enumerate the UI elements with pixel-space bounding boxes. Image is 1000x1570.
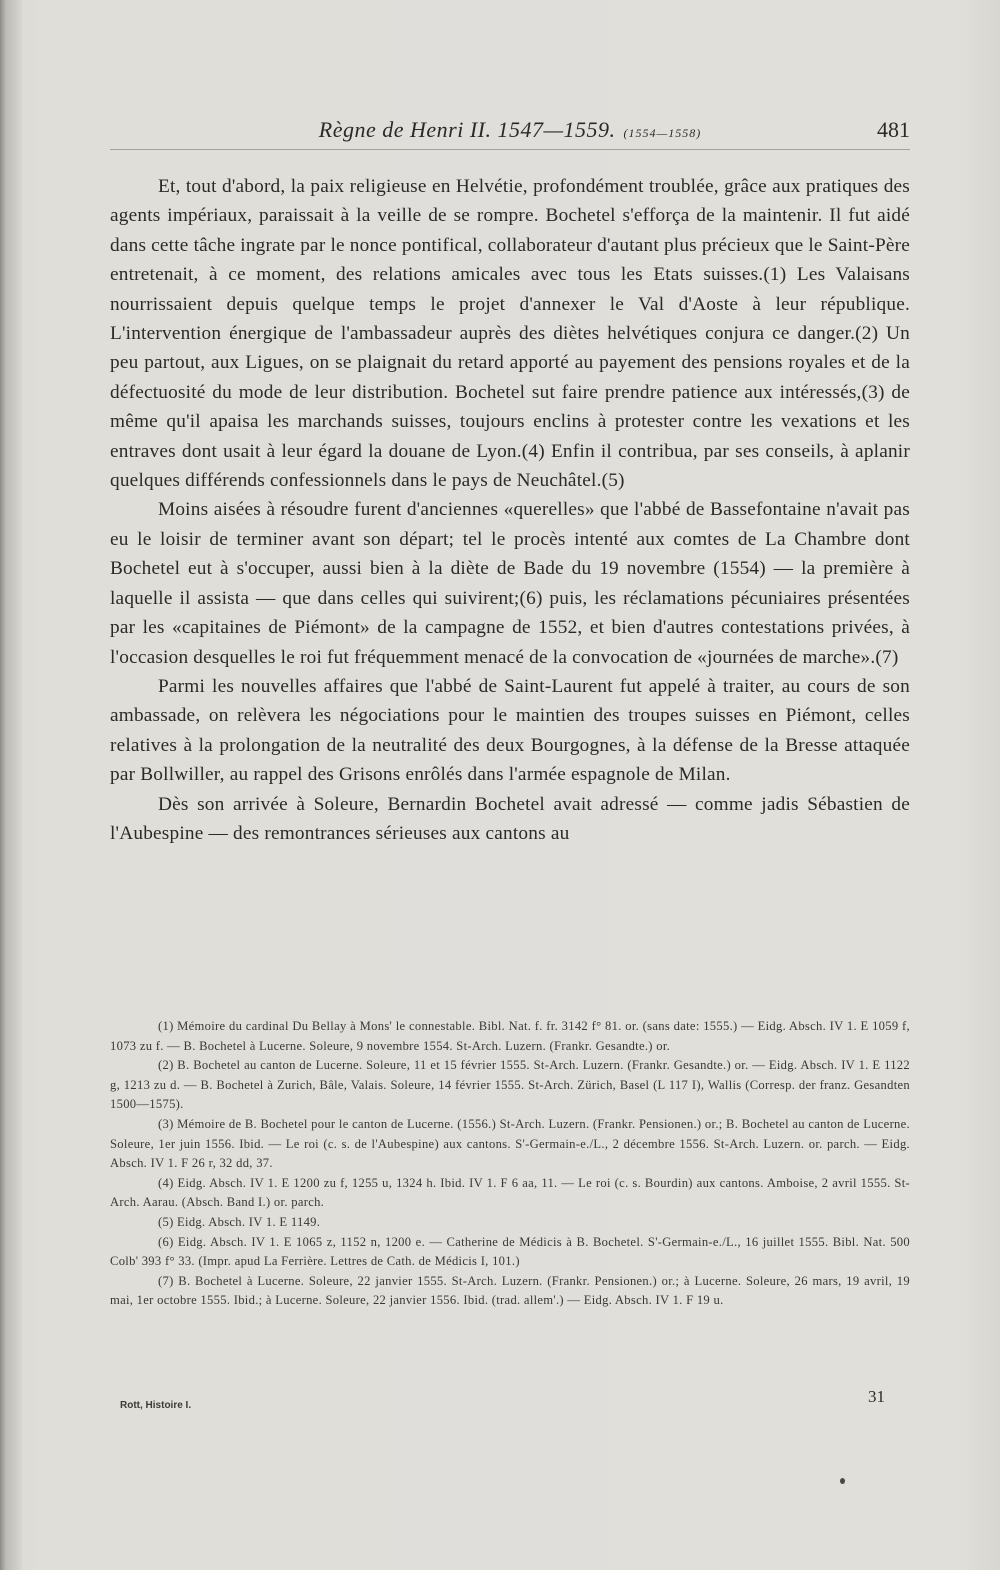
header-rule — [110, 149, 910, 150]
footnote: (4) Eidg. Absch. IV 1. E 1200 zu f, 1255 u, 1324 h. Ibid. IV 1. F 6 aa, 11. — Le roi (c. s. Bourdin) aux cantons. Amboise, 2 avril 1555. St-Arch. Aarau. (Absch. Band I.) or. parch. — [110, 1175, 910, 1210]
footnote: (3) Mémoire de B. Bochetel pour le canton de Lucerne. (1556.) St-Arch. Luzern. (Frankr. Pensionen.) or.; B. Bochetel au canton de Lucerne. Soleure, 1er juin 1556. Ibid. — Le roi (c. s. de l'Aubespine) aux cantons. S'-Germain-e./L., 2 décembre 1556. St-Arch. Luzern. or. parch. — Eidg. Absch. IV 1. F 26 r, 32 dd, 37. — [110, 1116, 910, 1171]
book-spine-shadow — [0, 0, 22, 1570]
running-header — [110, 117, 910, 147]
paragraph: Parmi les nouvelles affaires que l'abbé de Saint-Laurent fut appelé à traiter, au cours de son ambassade, on relèvera les négociations pour le maintien des troupes suisses en Piémont, celles relatives à la prolongation de la neutralité des deux Bourgognes, à la défense de la Bresse attaquée par Bollwiller, au rappel des Grisons enrôlés dans l'armée espagnole de Milan. — [110, 675, 910, 786]
printer-signature-number: 31 — [868, 1387, 885, 1406]
running-title-range: (1554—1558) — [623, 126, 702, 140]
paragraph: Dès son arrivée à Soleure, Bernardin Bochetel avait adressé — comme jadis Sébastien de l'Aubespine — des remontrances sérieuses aux cantons au — [110, 793, 910, 844]
ink-speck — [840, 1478, 845, 1484]
footnote: (5) Eidg. Absch. IV 1. E 1149. — [158, 1214, 321, 1229]
running-title — [110, 117, 910, 143]
footnotes — [110, 1017, 910, 1311]
footnote: (2) B. Bochetel au canton de Lucerne. Soleure, 11 et 15 février 1555. St-Arch. Luzern. (Frankr. Gesandte.) or. — Eidg. Absch. IV 1. E 1122 g, 1213 zu d. — B. Bochetel à Zurich, Bâle, Valais. Soleure, 14 février 1555. St-Arch. Zürich, Basel (L 117 I), Wallis (Corresp. der franz. Gesandten 1500—1575). — [110, 1058, 910, 1112]
page-number: 481 — [877, 117, 910, 142]
footnote: (7) B. Bochetel à Lucerne. Soleure, 22 janvier 1555. St-Arch. Luzern. (Frankr. Pensionen.) or.; à Lucerne. Soleure, 26 mars, 19 avril, 19 mai, 1er octobre 1555. Ibid.; à Lucerne. Soleure, 22 janvier 1556. Ibid. (trad. allem'.) — Eidg. Absch. IV 1. F 19 u. — [110, 1273, 910, 1308]
running-title-text: Règne de Henri II. 1547—1559. — [318, 117, 616, 142]
paragraph: Et, tout d'abord, la paix religieuse en Helvétie, profondément troublée, grâce aux pratiques des agents impériaux, paraissait à la veille de se rompre. Bochetel s'efforça de la maintenir. Il fut aidé dans cette tâche ingrate par le nonce pontifical, collaborateur d'autant plus précieux que le Saint-Père entretenait, à ce moment, des relations amicales avec tous les Etats suisses.(1) Les Valaisans nourrissaient depuis quelque temps le projet d'annexer le Val d'Aoste à leur république. L'intervention énergique de l'ambassadeur auprès des diètes helvétiques conjura ce danger.(2) Un peu partout, aux Ligues, on se plaignait du retard apporté au payement des pensions royales et de la défectuosité du mode de leur distribution. Bochetel sut faire prendre patience aux intéressés,(3) de même qu'il apaisa les marchands suisses, toujours enclins à protester contre les vexations et les entraves dont usait à leur égard la douane de Lyon.(4) Enfin il contribua, par ses conseils, à aplanir quelques différends confessionnels dans le pays de Neuchâtel.(5) — [110, 176, 911, 492]
printer-signature-label: Rott, Histoire I. — [120, 1400, 192, 1411]
footnote: (1) Mémoire du cardinal Du Bellay à Mons' le connestable. Bibl. Nat. f. fr. 3142 f° 81. or. (sans date: 1555.) — Eidg. Absch. IV 1. E 1059 f, 1073 zu f. — B. Bochetel à Lucerne. Soleure, 9 novembre 1554. St-Arch. Luzern. (Frankr. Gesandte.) or. — [110, 1019, 910, 1053]
paragraph: Moins aisées à résoudre furent d'anciennes «querelles» que l'abbé de Bassefontaine n'avait pas eu le loisir de terminer avant son départ; tel le procès intenté aux comtes de La Chambre dont Bochetel eut à s'occuper, aussi bien à la diète de Bade du 19 novembre (1554) — la première à laquelle il assista — que dans celles qui suivirent;(6) puis, les réclamations pécuniaires présentées par les «capitaines de Piémont» de la campagne de 1552, et bien d'autres contestations privées, à l'occasion desquelles le roi fut fréquemment menacé de la convocation de «journées de marche».(7) — [110, 499, 910, 668]
footnote: (6) Eidg. Absch. IV 1. E 1065 z, 1152 n, 1200 e. — Catherine de Médicis à B. Bochetel. S'-Germain-e./L., 16 juillet 1555. Bibl. Nat. 500 Colb' 393 f° 33. (Impr. apud La Ferrière. Lettres de Cath. de Médicis I, 101.) — [110, 1234, 910, 1269]
main-text — [110, 172, 910, 848]
